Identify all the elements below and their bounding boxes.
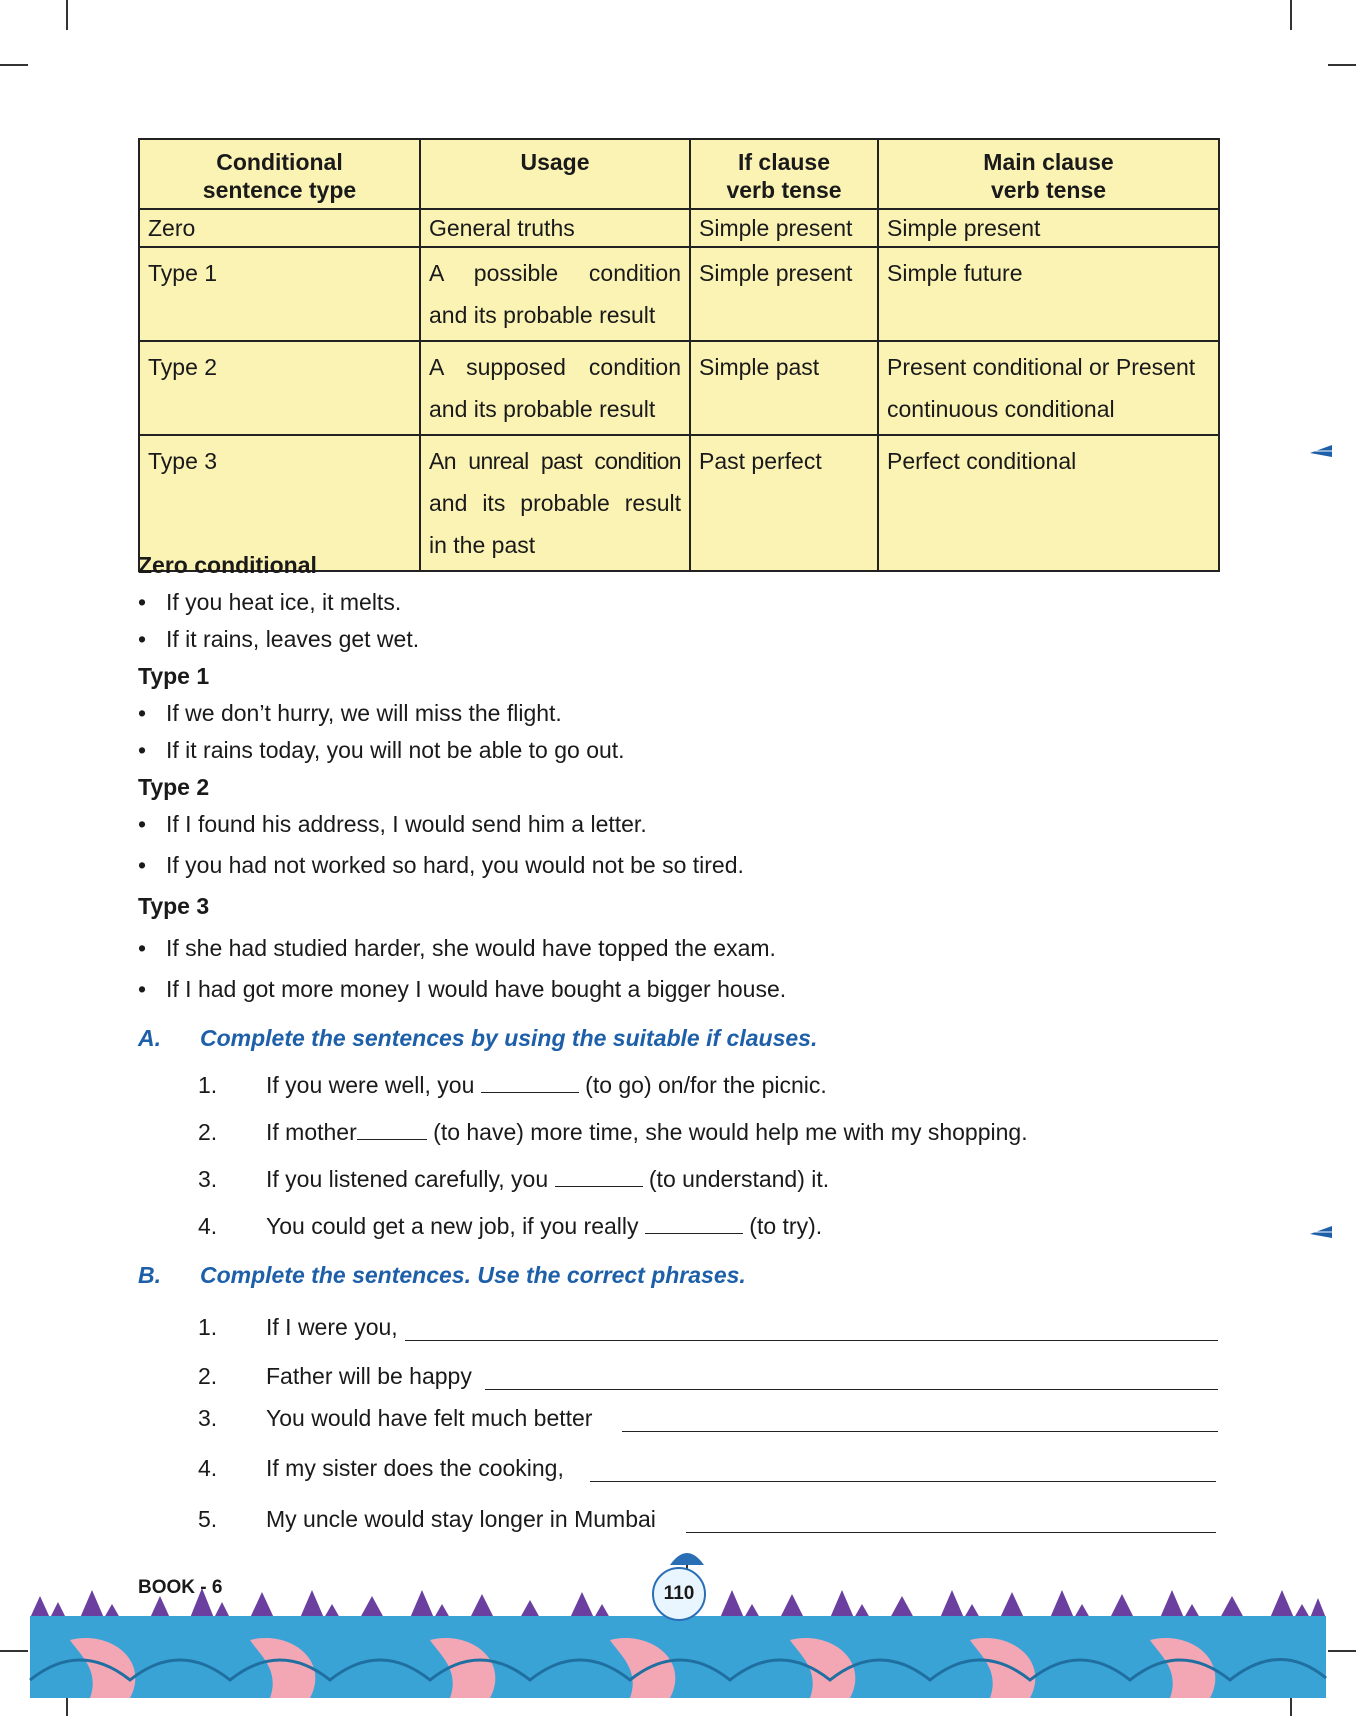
margin-arrow-icon: [1310, 445, 1332, 457]
answer-line[interactable]: [405, 1340, 1218, 1341]
table-cell: Type 3: [139, 435, 420, 571]
conditional-table: [138, 138, 1220, 572]
list-item: • If she had studied harder, she would have topped the exam.: [138, 935, 776, 961]
table-cell: Simple present: [690, 209, 878, 247]
table-header-row: [139, 139, 1219, 209]
answer-line[interactable]: [590, 1481, 1216, 1482]
section-heading: Type 2: [138, 774, 210, 800]
umbrella-icon: [668, 1547, 706, 1569]
column-header: If clause verb tense: [690, 139, 878, 209]
table-cell: A possible condition and its probable result: [420, 247, 690, 341]
table-cell: Zero: [139, 209, 420, 247]
column-header: Usage: [420, 139, 690, 209]
section-heading: Type 3: [138, 893, 210, 919]
answer-blank[interactable]: [645, 1215, 743, 1234]
margin-arrow-icon: [1310, 1226, 1332, 1238]
page-number: 110: [652, 1567, 706, 1621]
answer-line[interactable]: [686, 1532, 1216, 1533]
section-heading: Zero conditional: [138, 552, 317, 578]
water-band: [30, 1616, 1326, 1698]
exercise-b-item: 3. You would have felt much better: [198, 1405, 593, 1431]
answer-blank[interactable]: [357, 1121, 427, 1140]
crop-mark: [66, 0, 68, 30]
table-row: [139, 341, 1219, 435]
table-cell: Past perfect: [690, 435, 878, 571]
table-cell: Simple future: [878, 247, 1219, 341]
table-row: [139, 435, 1219, 571]
exercise-b-item: 2. Father will be happy: [198, 1363, 472, 1389]
list-item: • If we don’t hurry, we will miss the flight.: [138, 700, 562, 726]
crop-mark: [1290, 0, 1292, 30]
table-cell: General truths: [420, 209, 690, 247]
exercise-a-heading: A. Complete the sentences by using the suitable if clauses.: [138, 1025, 818, 1051]
answer-blank[interactable]: [555, 1168, 643, 1187]
exercise-a-item: 2. If mother (to have) more time, she would help me with my shopping.: [198, 1119, 1028, 1145]
answer-line[interactable]: [622, 1431, 1218, 1432]
exercise-b-heading: B. Complete the sentences. Use the correct phrases.: [138, 1262, 746, 1288]
table-cell: Perfect conditional: [878, 435, 1219, 571]
answer-line[interactable]: [485, 1389, 1218, 1390]
exercise-b-item: 5. My uncle would stay longer in Mumbai: [198, 1506, 656, 1532]
column-header: Conditional sentence type: [139, 139, 420, 209]
table-cell: Simple present: [690, 247, 878, 341]
list-item: • If you had not worked so hard, you would not be so tired.: [138, 852, 744, 878]
answer-blank[interactable]: [481, 1074, 579, 1093]
list-item: • If I found his address, I would send him a letter.: [138, 811, 647, 837]
table-cell: Type 2: [139, 341, 420, 435]
exercise-a-item: 1. If you were well, you (to go) on/for the picnic.: [198, 1072, 827, 1098]
table-cell: Type 1: [139, 247, 420, 341]
table-cell: Simple present: [878, 209, 1219, 247]
table-cell: A supposed condition and its probable result: [420, 341, 690, 435]
crop-mark: [1328, 64, 1356, 66]
table-row: [139, 247, 1219, 341]
list-item: • If it rains, leaves get wet.: [138, 626, 420, 652]
table-cell: Present conditional or Present continuous conditional: [878, 341, 1219, 435]
section-heading: Type 1: [138, 663, 210, 689]
book-label: BOOK - 6: [138, 1577, 223, 1598]
exercise-b-item: 4. If my sister does the cooking,: [198, 1455, 564, 1481]
column-header: Main clause verb tense: [878, 139, 1219, 209]
table-cell: An unreal past condition and its probable result in the past: [420, 435, 690, 571]
exercise-b-item: 1. If I were you,: [198, 1314, 398, 1340]
exercise-a-item: 3. If you listened carefully, you (to understand) it.: [198, 1166, 830, 1192]
table-cell: Simple past: [690, 341, 878, 435]
list-item: • If you heat ice, it melts.: [138, 589, 402, 615]
table-row: [139, 209, 1219, 247]
list-item: • If it rains today, you will not be able to go out.: [138, 737, 625, 763]
exercise-a-item: 4. You could get a new job, if you really (to try).: [198, 1213, 823, 1239]
crop-mark: [0, 64, 28, 66]
list-item: • If I had got more money I would have bought a bigger house.: [138, 976, 787, 1002]
